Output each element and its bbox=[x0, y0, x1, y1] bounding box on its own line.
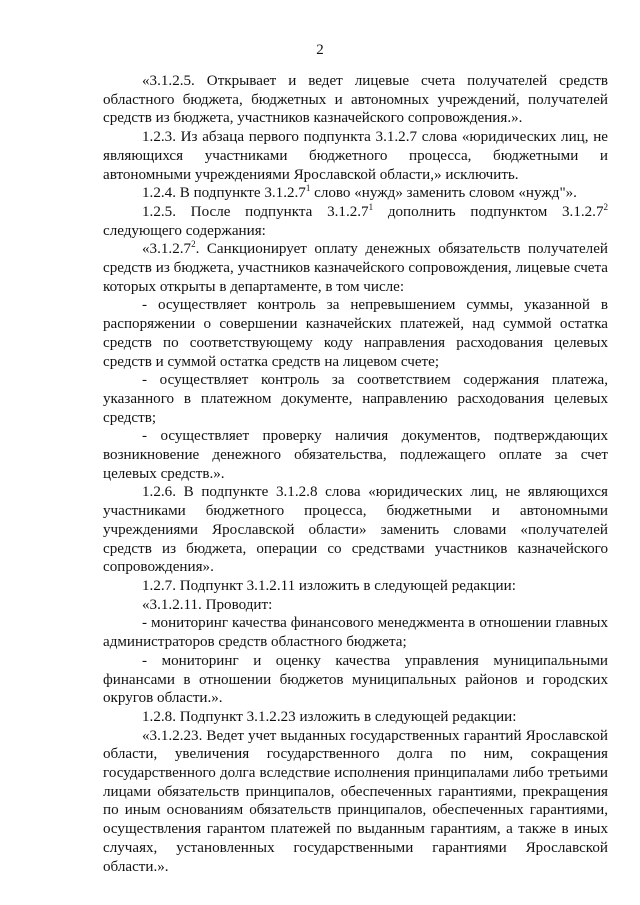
text-segment: «3.1.2.11. Проводит: bbox=[142, 596, 273, 613]
document-body bbox=[103, 72, 608, 876]
paragraph-p10 bbox=[103, 577, 608, 596]
superscript: 1 bbox=[368, 201, 374, 212]
text-segment: - осуществляет контроль за соответствием содержания платежа, указанного в платежном документе, направлению расходования целевых средств; bbox=[103, 372, 608, 426]
paragraph-p7 bbox=[103, 371, 608, 427]
page-number: 2 bbox=[316, 42, 324, 58]
text-segment: 1.2.5. После подпункта 3.1.2.7 bbox=[142, 203, 369, 220]
paragraph-p9 bbox=[103, 483, 608, 577]
paragraph-p12 bbox=[103, 614, 608, 651]
superscript: 1 bbox=[305, 183, 311, 194]
text-segment: - осуществляет контроль за непревышением суммы, указанной в распоряжении о совершении казначейских платежей, над суммой остатка средств по соответствующему коду направления расходования целевых средств и суммой остатка средств на лицевом счете; bbox=[103, 297, 608, 370]
text-segment: 1.2.6. В подпункте 3.1.2.8 слова «юридических лиц, не являющихся участниками бюджетного процесса, бюджетными и автономными учреждениями Ярославской области» заменить словами «получателей средств из бюджета, операции со средствами участников казначейского сопровождения». bbox=[103, 484, 608, 576]
paragraph-p13 bbox=[103, 652, 608, 708]
paragraph-p5 bbox=[103, 240, 608, 296]
text-segment: - мониторинг и оценку качества управления муниципальными финансами в отношении бюджетов муниципальных районов и городских округов области.». bbox=[103, 652, 608, 707]
paragraph-p6 bbox=[103, 296, 608, 371]
text-segment: следующего содержания: bbox=[103, 222, 266, 239]
text-segment: - мониторинг качества финансового менеджмента в отношении главных администраторов средств областного бюджета; bbox=[103, 615, 608, 651]
text-segment: 1.2.4. В подпункте 3.1.2.7 bbox=[142, 185, 306, 202]
text-segment: - осуществляет проверку наличия документов, подтверждающих возникновение денежного обязательства, подлежащего оплате за счет целевых средств.». bbox=[103, 428, 608, 482]
paragraph-p2 bbox=[103, 128, 608, 184]
paragraph-p14 bbox=[103, 708, 608, 727]
paragraph-p11 bbox=[103, 596, 608, 615]
superscript: 2 bbox=[603, 201, 609, 212]
paragraph-p4 bbox=[103, 203, 608, 240]
text-segment: . Санкционирует оплату денежных обязательств получателей средств из бюджета, участников казначейского сопровождения, лицевые счета которых открыты в департаменте, в том числе: bbox=[103, 241, 608, 295]
paragraph-p8 bbox=[103, 427, 608, 483]
text-segment: «3.1.2.7 bbox=[142, 241, 192, 258]
text-segment: 1.2.7. Подпункт 3.1.2.11 изложить в следующей редакции: bbox=[142, 577, 516, 594]
superscript: 2 bbox=[191, 239, 196, 250]
text-segment: слово «нужд» заменить словом «нужд"». bbox=[310, 185, 577, 202]
paragraph-p3 bbox=[103, 184, 608, 203]
paragraph-p15 bbox=[103, 727, 608, 877]
text-segment: «3.1.2.5. Открывает и ведет лицевые счета получателей средств областного бюджета, бюджетных и автономных учреждений, получателей средств из бюджета, участников казначейского сопровождения.». bbox=[103, 73, 608, 127]
text-segment: 1.2.3. Из абзаца первого подпункта 3.1.2.7 слова «юридических лиц, не являющихся участниками бюджетного процесса, бюджетными и автономными учреждениями Ярославской области,» исключить. bbox=[103, 129, 608, 183]
paragraph-p1 bbox=[103, 72, 608, 128]
text-segment: «3.1.2.23. Ведет учет выданных государственных гарантий Ярославской области, увеличения государственного долга по ним, сокращения государственного долга вследствие исполнения принципалами либо третьими лицами обязательств принципалов, обеспеченных гарантиями, прекращения по иным основаниям обязательств принципалов, обеспеченных гарантиями, осуществления гарантом платежей по выданным гарантиям, а также в иных случаях, установленных государственными гарантиями Ярославской области.». bbox=[103, 727, 608, 875]
text-segment: 1.2.8. Подпункт 3.1.2.23 изложить в следующей редакции: bbox=[142, 708, 517, 725]
text-segment: дополнить подпунктом 3.1.2.7 bbox=[373, 203, 604, 220]
